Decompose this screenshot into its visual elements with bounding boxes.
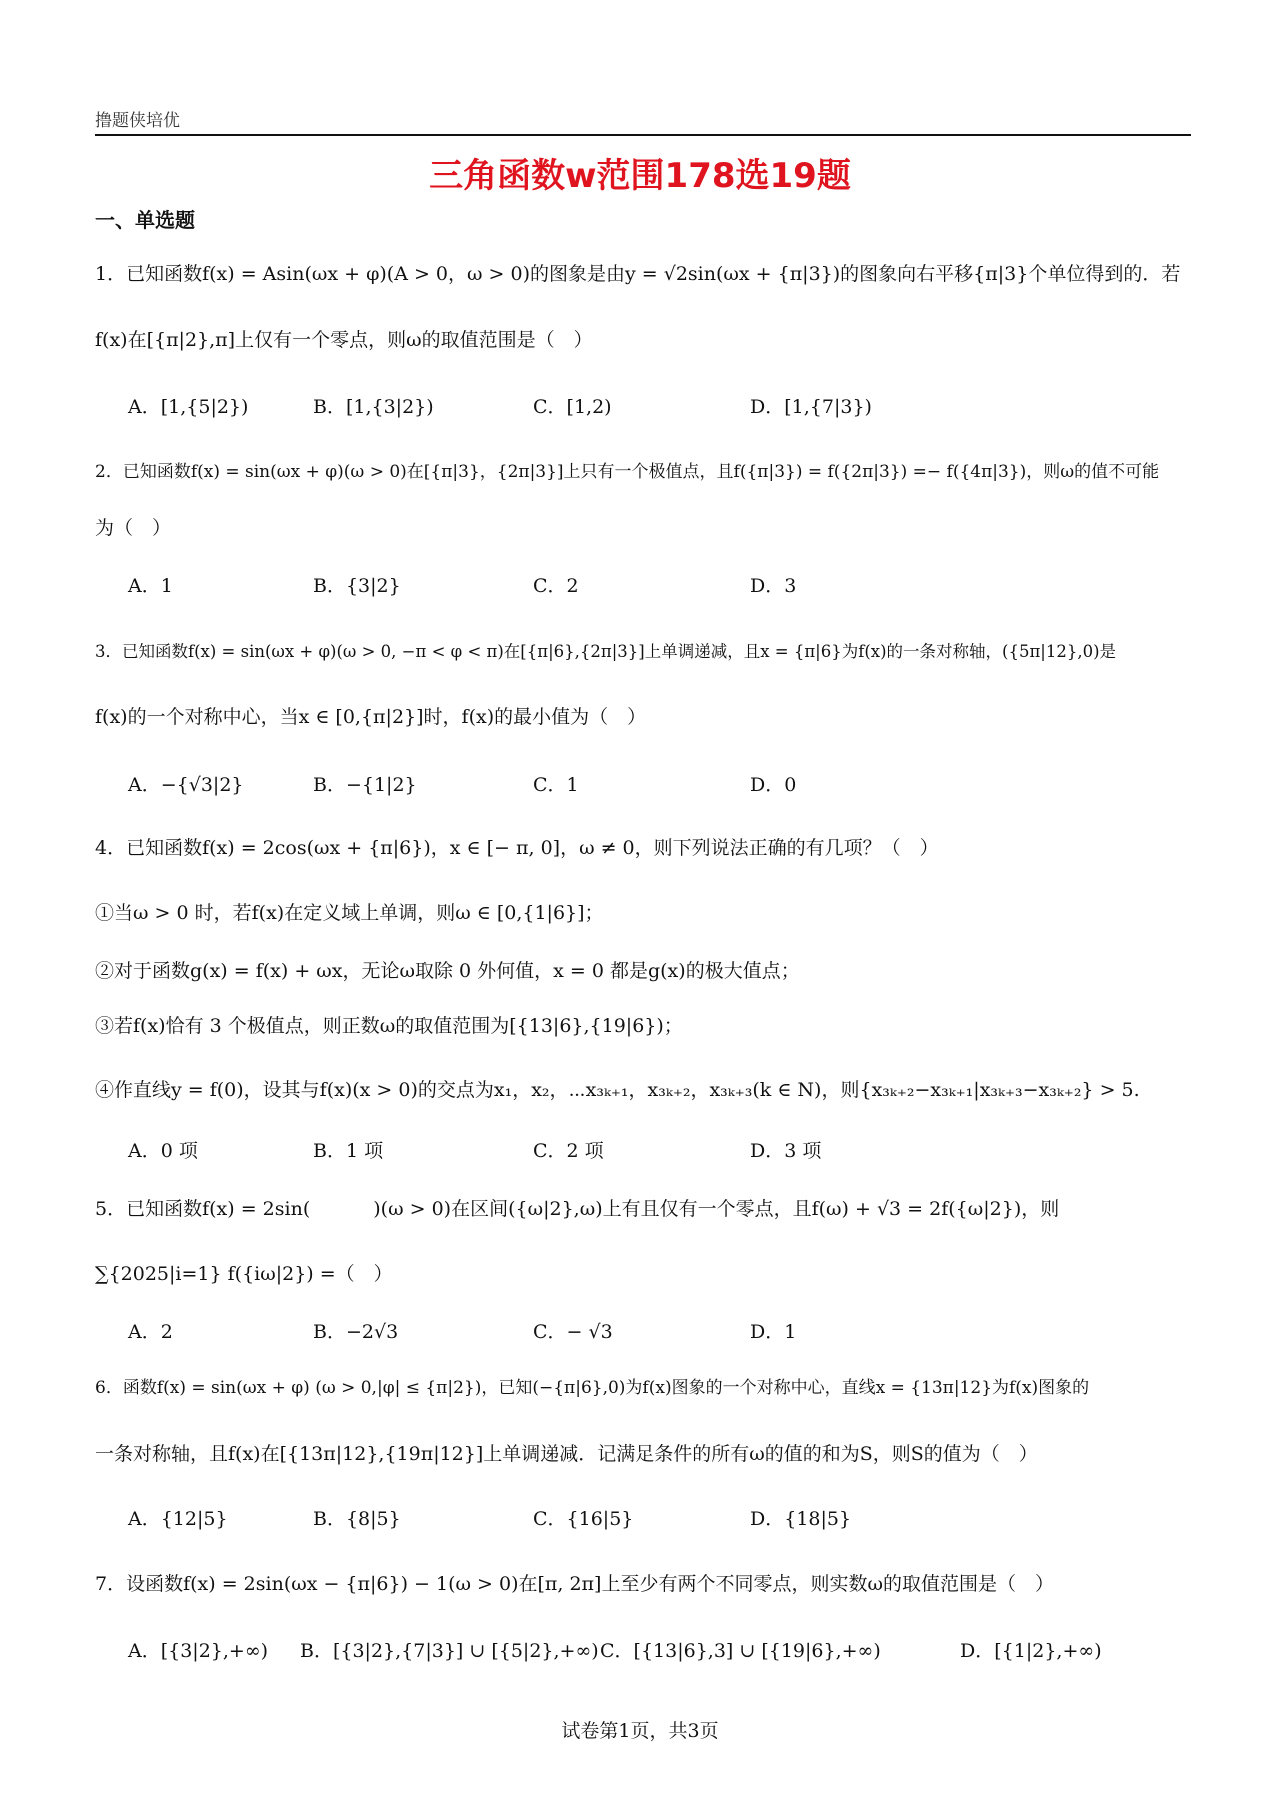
question-1-option-A: A．[1,{5|2}) xyxy=(128,396,249,418)
question-2-option-C: C．2 xyxy=(533,575,579,597)
question-1-line: 1．已知函数f(x) = Asin(ωx + φ)(A > 0，ω > 0)的图象是由y = √2sin(ωx + {π|3})的图象向右平移{π|3}个单位得到的．若 xyxy=(95,263,1181,285)
question-1-option-C: C．[1,2) xyxy=(533,396,612,418)
question-6-line: 一条对称轴，且f(x)在[{13π|12},{19π|12}]上单调递减．记满足条件的所有ω的值的和为S，则S的值为（ ） xyxy=(95,1443,1038,1465)
question-6-option-A: A．{12|5} xyxy=(128,1508,228,1530)
question-5-line: 5．已知函数f(x) = 2sin( )(ω > 0)在区间({ω|2},ω)上有且仅有一个零点，且f(ω) + √3 = 2f({ω|2})，则 xyxy=(95,1198,1060,1220)
question-3-line: 3．已知函数f(x) = sin(ωx + φ)(ω > 0, −π < φ < π)在[{π|6},{2π|3}]上单调递减，且x = {π|6}为f(x)的一条对称轴，({5π|12},0)是 xyxy=(95,642,1117,661)
question-5-option-D: D．1 xyxy=(750,1321,797,1343)
question-4-option-A: A．0 项 xyxy=(128,1140,198,1162)
question-5-option-A: A．2 xyxy=(128,1321,173,1343)
question-5-option-B: B．−2√3 xyxy=(313,1321,399,1343)
question-1-option-D: D．[1,{7|3}) xyxy=(750,396,872,418)
question-3-option-B: B．−{1|2} xyxy=(313,774,417,796)
question-2-line: 为（ ） xyxy=(95,517,172,539)
question-4-option-B: B．1 项 xyxy=(313,1140,384,1162)
question-4-line: ③若f(x)恰有 3 个极值点，则正数ω的取值范围为[{13|6},{19|6})； xyxy=(95,1015,683,1037)
question-7-line: 7．设函数f(x) = 2sin(ωx − {π|6}) − 1(ω > 0)在[π, 2π]上至少有两个不同零点，则实数ω的取值范围是（ ） xyxy=(95,1573,1054,1595)
question-6-option-B: B．{8|5} xyxy=(313,1508,401,1530)
section-heading: 一、单选题 xyxy=(95,208,195,232)
question-4-option-D: D．3 项 xyxy=(750,1140,822,1162)
question-5-line: ∑{2025|i=1} f({iω|2}) =（ ） xyxy=(95,1263,393,1285)
question-6-option-C: C．{16|5} xyxy=(533,1508,634,1530)
question-1-option-B: B．[1,{3|2}) xyxy=(313,396,434,418)
question-4-line: ①当ω > 0 时，若f(x)在定义域上单调，则ω ∈ [0,{1|6}]； xyxy=(95,902,604,924)
question-2-option-B: B．{3|2} xyxy=(313,575,401,597)
question-3-option-A: A．−{√3|2} xyxy=(128,774,244,796)
question-3-option-C: C．1 xyxy=(533,774,579,796)
question-7-option-C: C．[{13|6},3] ∪ [{19|6},+∞) xyxy=(600,1640,881,1662)
question-4-line: ④作直线y = f(0)，设其与f(x)(x > 0)的交点为x₁，x₂，⋯x₃ₖ₊₁，x₃ₖ₊₂，x₃ₖ₊₃(k ∈ N)，则{x₃ₖ₊₂−x₃ₖ₊₁|x₃ₖ₊₃−x₃ₖ₊₂} > 5. xyxy=(95,1079,1140,1101)
header-brand: 撸题侠培优 xyxy=(95,111,180,131)
question-6-line: 6．函数f(x) = sin(ωx + φ) (ω > 0,|φ| ≤ {π|2})，已知(−{π|6},0)为f(x)图象的一个对称中心，直线x = {13π|12}为f(x)图象的 xyxy=(95,1378,1090,1398)
question-6-option-D: D．{18|5} xyxy=(750,1508,852,1530)
question-4-option-C: C．2 项 xyxy=(533,1140,604,1162)
question-4-line: ②对于函数g(x) = f(x) + ωx，无论ω取除 0 外何值，x = 0 都是g(x)的极大值点； xyxy=(95,960,800,982)
question-2-line: 2．已知函数f(x) = sin(ωx + φ)(ω > 0)在[{π|3}，{2π|3}]上只有一个极值点，且f({π|3}) = f({2π|3}) =− f({4π|3})，则ω的值不可能 xyxy=(95,462,1160,482)
question-2-option-A: A．1 xyxy=(128,575,173,597)
question-7-option-A: A．[{3|2},+∞) xyxy=(128,1640,269,1662)
question-5-option-C: C．− √3 xyxy=(533,1321,613,1343)
page-footer: 试卷第1页，共3页 xyxy=(561,1720,719,1742)
question-1-line: f(x)在[{π|2},π]上仅有一个零点，则ω的取值范围是（ ） xyxy=(95,329,593,351)
question-3-option-D: D．0 xyxy=(750,774,797,796)
question-3-line: f(x)的一个对称中心，当x ∈ [0,{π|2}]时，f(x)的最小值为（ ） xyxy=(95,706,647,728)
question-7-option-B: B．[{3|2},{7|3}] ∪ [{5|2},+∞) xyxy=(300,1640,599,1662)
page-title: 三角函数w范围178选19题 xyxy=(429,156,851,196)
question-2-option-D: D．3 xyxy=(750,575,797,597)
header-divider xyxy=(95,134,1191,136)
question-4-line: 4．已知函数f(x) = 2cos(ωx + {π|6})，x ∈ [− π, 0]，ω ≠ 0，则下列说法正确的有几项？（ ） xyxy=(95,837,939,859)
question-7-option-D: D．[{1|2},+∞) xyxy=(960,1640,1102,1662)
